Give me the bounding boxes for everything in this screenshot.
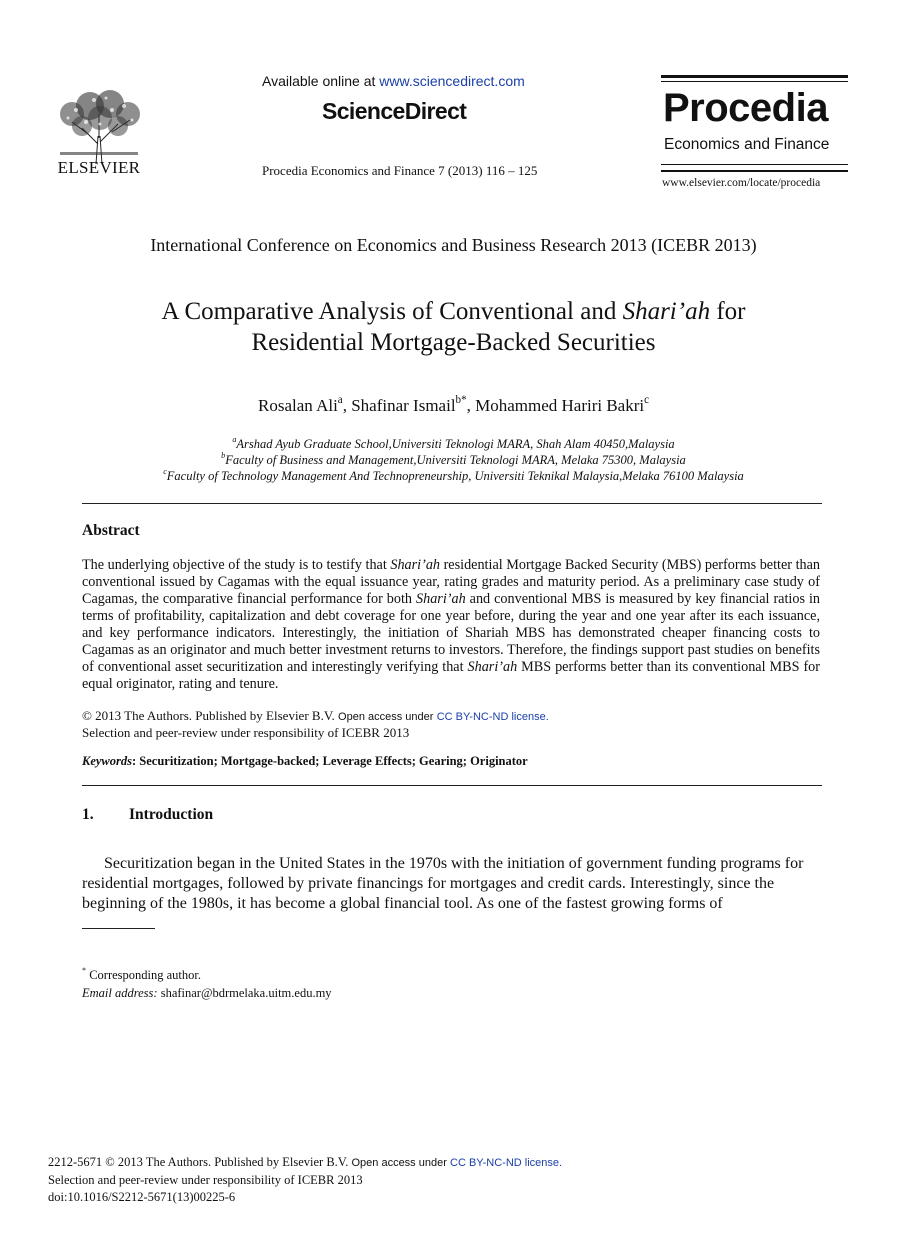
affiliation-text: Arshad Ayub Graduate School,Universiti Teknologi MARA, Shah Alam 40450,Malaysia: [236, 437, 675, 451]
footnote-mark: *: [82, 966, 87, 975]
author-mark: b*: [455, 394, 467, 406]
abstract-heading: Abstract: [82, 522, 140, 539]
procedia-rule: [661, 81, 848, 82]
author-name: Mohammed Hariri Bakri: [475, 396, 645, 415]
journal-reference: Procedia Economics and Finance 7 (2013) 116 – 125: [262, 163, 538, 178]
page-bottom-info: [48, 1154, 562, 1206]
abstract-italic: Shari’ah: [416, 591, 466, 607]
issn-copyright: 2212-5671 © 2013 The Authors. Published by Elsevier B.V.: [48, 1155, 349, 1169]
affiliation-text: Faculty of Business and Management,Universiti Teknologi MARA, Melaka 75300, Malaysia: [225, 453, 686, 467]
author-mark: a: [337, 394, 343, 406]
procedia-rule: [661, 75, 848, 78]
footnote-rule: [82, 928, 155, 929]
affiliation-mark: b: [221, 451, 226, 460]
cc-license-link[interactable]: CC BY-NC-ND license.: [450, 1157, 563, 1169]
section-divider: [82, 503, 822, 504]
affiliation-mark: c: [163, 467, 167, 476]
corresponding-text: Corresponding author.: [89, 968, 201, 982]
affiliation: [0, 453, 907, 468]
elsevier-wordmark: ELSEVIER: [57, 158, 141, 177]
keywords-list: : Securitization; Mortgage-backed; Leverage Effects; Gearing; Originator: [132, 754, 528, 768]
section-divider: [82, 785, 822, 786]
title-part: A Comparative Analysis of Conventional and: [161, 298, 623, 325]
conference-name: International Conference on Economics and Business Research 2013 (ICEBR 2013): [150, 235, 757, 255]
procedia-rule: [661, 170, 848, 172]
abstract-text: [82, 557, 820, 693]
abstract-italic: Shari’ah: [467, 659, 518, 675]
keywords: [82, 754, 528, 769]
doi[interactable]: doi:10.1016/S2212-5671(13)00225-6: [48, 1190, 236, 1204]
paper-title: [0, 296, 907, 358]
author-sep: ,: [342, 396, 352, 415]
author-sep: ,: [466, 396, 476, 415]
procedia-subtitle: Economics and Finance: [664, 136, 830, 153]
keywords-label: Keywords: [82, 754, 132, 768]
intro-paragraph: Securitization began in the United States in the 1970s with the initiation of government funding programs for residential mortgages, followed by private financings for mortgages and credit cards. Interestingly, since the beginning of the 1980s, it has become a global financial tool. As one of the fastest growing forms of: [82, 855, 804, 912]
procedia-rule: [661, 164, 848, 165]
abstract-part: The underlying objective of the study is to testify that: [82, 557, 391, 573]
peer-review-line: Selection and peer-review under responsibility of ICEBR 2013: [82, 725, 410, 740]
email-label: Email address:: [82, 986, 158, 1000]
abstract-italic: Shari’ah: [390, 557, 441, 573]
sciencedirect-link[interactable]: www.sciencedirect.com: [379, 73, 525, 89]
available-prefix: Available online at: [262, 73, 376, 89]
title-part: Residential Mortgage-Backed Securities: [251, 329, 656, 356]
affiliation-text: Faculty of Technology Management And Technopreneurship, Universiti Teknikal Malaysia,Melaka 76100 Malaysia: [166, 469, 744, 483]
author-list: [0, 396, 907, 416]
copyright-line: © 2013 The Authors. Published by Elsevier B.V.: [82, 708, 335, 723]
cc-license-link[interactable]: CC BY-NC-ND license.: [436, 711, 549, 723]
abstract-part: MBS performs better than its conventional MBS for equal originator, rating and tenure.: [82, 659, 820, 692]
open-access-label: Open access under: [338, 711, 434, 723]
peer-review-line: Selection and peer-review under responsibility of ICEBR 2013: [48, 1173, 363, 1187]
section-number: 1.: [82, 806, 94, 823]
section-heading: Introduction: [129, 806, 214, 823]
sciencedirect-brand: ScienceDirect: [322, 98, 467, 124]
title-italic: Shari’ah: [622, 298, 711, 325]
affiliation-mark: a: [232, 435, 237, 444]
abstract-part: and conventional MBS is measured by key financial ratios in terms of profitability, capitalization and debt coverage for one year before, during the year and one year after its each issuance, and key performance indicators. Interestingly, the initiation of Shariah MBS has demonstrated cheaper financing costs to Cagamas as an originator and much better investment returns to investors. Therefore, the findings support past studies on benefits of conventional asset securitization and interestingly verifying that: [82, 591, 820, 675]
title-part: for: [710, 298, 746, 325]
author-name: Rosalan Ali: [257, 396, 338, 415]
procedia-url[interactable]: www.elsevier.com/locate/procedia: [662, 177, 821, 189]
email-note: [82, 986, 332, 1001]
affiliation: [0, 437, 907, 452]
corresponding-author-note: [82, 968, 201, 983]
author-mark: c: [644, 394, 650, 406]
author-name: Shafinar Ismail: [351, 396, 456, 415]
abstract-part: residential Mortgage Backed Security (MBS) performs better than conventional issued by Cagamas with the equal issuance year, rating grades and maturity period. As a preliminary case study of Cagamas, the comparative financial performance for both: [82, 557, 820, 607]
available-online: [262, 73, 525, 89]
procedia-logo: Procedia: [663, 86, 828, 130]
copyright-notice: [82, 708, 549, 741]
email-address[interactable]: shafinar@bdrmelaka.uitm.edu.my: [160, 986, 332, 1000]
affiliation: [0, 469, 907, 484]
open-access-label: Open access under: [351, 1157, 447, 1169]
